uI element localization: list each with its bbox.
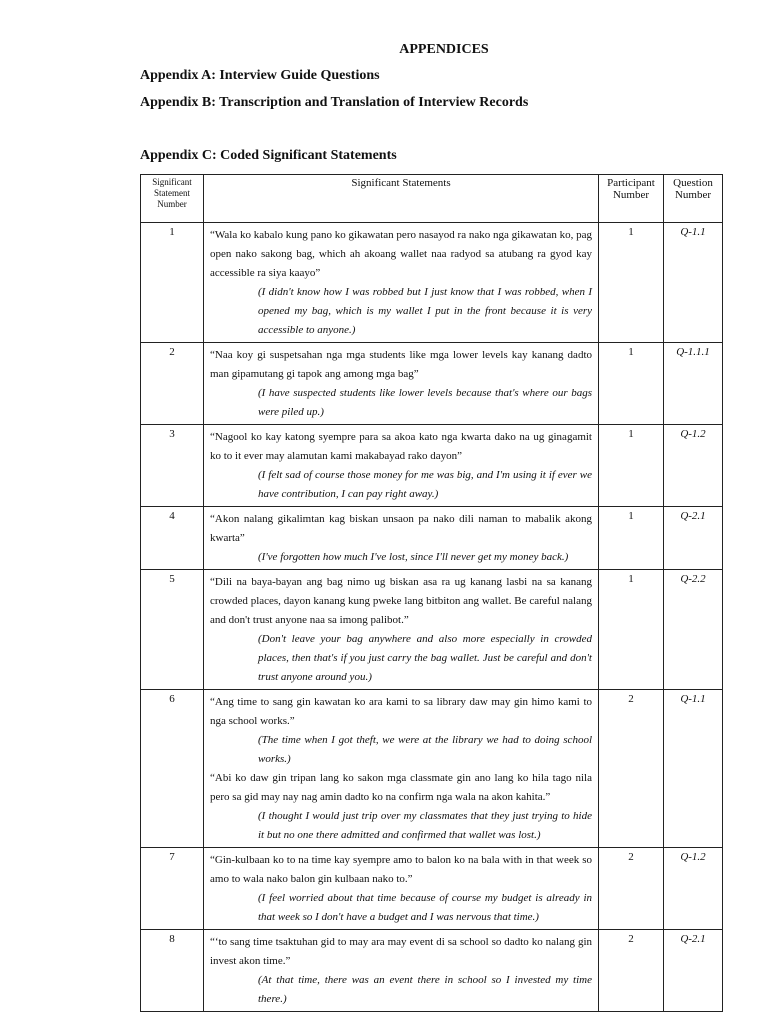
table-header-row — [141, 175, 723, 223]
table-row — [141, 343, 723, 425]
header-text: Number — [612, 189, 650, 201]
header-text: Number — [674, 189, 712, 201]
statement-number: 5 — [141, 570, 204, 690]
header-text: Statement — [154, 188, 190, 198]
statement-number: 3 — [141, 425, 204, 507]
question-number: Q-1.2 — [664, 848, 723, 930]
participant-number: 2 — [599, 848, 664, 930]
question-number: Q-2.2 — [664, 570, 723, 690]
statement-number: 2 — [141, 343, 204, 425]
header-text: Participant — [607, 177, 655, 189]
coded-statements-table — [140, 174, 723, 1012]
table-row — [141, 570, 723, 690]
original-statement: “Dili na baya-bayan ang bag nimo ug biskan asa ra ug kanang lasbi na sa kanang crowded places, dayon kanang kung pweke lang bitbiton ang wallet. Be careful nalang and don't trust anyone naa sa imong palibot.” — [210, 576, 592, 626]
translated-statement: (The time when I got theft, we were at the library we had to doing school works.) — [258, 734, 592, 765]
translated-statement: (At that time, there was an event there in school so I invested my time there.) — [258, 974, 592, 1005]
original-statement: “Ang time to sang gin kawatan ko ara kami to sa library daw may gin himo kami to nga school works.” — [210, 696, 592, 727]
statement-cell — [204, 223, 599, 343]
statement-cell — [204, 848, 599, 930]
participant-number: 1 — [599, 507, 664, 570]
header-statement-number — [141, 175, 204, 223]
participant-number: 1 — [599, 343, 664, 425]
original-statement: “Akon nalang gikalimtan kag biskan unsaon pa nako dili naman to mabalik akong kwarta” — [210, 513, 592, 544]
statement-cell — [204, 507, 599, 570]
header-text: Number — [157, 199, 187, 209]
question-number: Q-1.1 — [664, 690, 723, 848]
table-row — [141, 507, 723, 570]
participant-number: 1 — [599, 570, 664, 690]
participant-number: 1 — [599, 425, 664, 507]
translated-statement-second: (I thought I would just trip over my classmates that they just trying to hide it but no one there admitted and confirmed that wallet was lost.) — [258, 810, 592, 841]
participant-number: 2 — [599, 690, 664, 848]
table-row — [141, 690, 723, 848]
statement-number: 8 — [141, 930, 204, 1012]
header-significant-statements — [204, 175, 599, 223]
header-text: Significant — [152, 177, 192, 187]
statement-number: 6 — [141, 690, 204, 848]
original-statement-second: “Abi ko daw gin tripan lang ko sakon mga classmate gin ano lang ko hila tago nila pero sa gid may nay nag amin dadto ko na confirm nga wala na akon kahita.” — [210, 772, 592, 803]
original-statement: “Naa koy gi suspetsahan nga mga students like mga lower levels kay kanang dadto man gipamutang gi tapok ang among mga bag” — [210, 349, 592, 380]
translated-statement: (Don't leave your bag anywhere and also more especially in crowded places, then that's if you just carry the bag wallet. Just be careful and don't trust anyone around you.) — [258, 633, 592, 683]
header-question-number — [664, 175, 723, 223]
original-statement: “Wala ko kabalo kung pano ko gikawatan pero nasayod ra nako nga gikawatan ko, pag open nako sakong bag, which ah akoang wallet naa radyod sa atubang ra gyod kay accessible ra siya kaayo” — [210, 229, 592, 279]
table-row — [141, 848, 723, 930]
translated-statement: (I didn't know how I was robbed but I just know that I was robbed, when I opened my bag, which is my wallet I put in the front because it is very accessible to anyone.) — [258, 286, 592, 336]
page-title: APPENDICES — [399, 42, 489, 57]
question-number: Q-1.2 — [664, 425, 723, 507]
question-number: Q-1.1 — [664, 223, 723, 343]
table-row — [141, 930, 723, 1012]
question-number: Q-2.1 — [664, 507, 723, 570]
statement-cell — [204, 570, 599, 690]
original-statement: “‘to sang time tsaktuhan gid to may ara may event di sa school so dadto ko nalang gin invest akon time.” — [210, 936, 592, 967]
translated-statement: (I have suspected students like lower levels because that's where our bags were piled up.) — [258, 387, 592, 418]
statement-cell — [204, 425, 599, 507]
appendix-b-heading: Appendix B: Transcription and Translation of Interview Records — [140, 95, 529, 110]
participant-number: 1 — [599, 223, 664, 343]
translated-statement: (I've forgotten how much I've lost, since I'll never get my money back.) — [258, 551, 569, 563]
translated-statement: (I feel worried about that time because of course my budget is already in that week so I don't have a budget and I was nervous that time.) — [258, 892, 592, 923]
participant-number: 2 — [599, 930, 664, 1012]
statement-number: 7 — [141, 848, 204, 930]
original-statement: “Nagool ko kay katong syempre para sa akoa kato nga kwarta dako na ug ginagamit ko to it ever may alamutan kami makabayad rako dayon” — [210, 431, 592, 462]
appendix-a-heading: Appendix A: Interview Guide Questions — [140, 68, 380, 83]
statement-number: 1 — [141, 223, 204, 343]
question-number: Q-1.1.1 — [664, 343, 723, 425]
table-row — [141, 425, 723, 507]
question-number: Q-2.1 — [664, 930, 723, 1012]
translated-statement: (I felt sad of course those money for me was big, and I'm using it if ever we have contribution, I can pay right away.) — [258, 469, 592, 500]
table-row — [141, 223, 723, 343]
header-participant-number — [599, 175, 664, 223]
header-text: Question — [673, 177, 713, 189]
original-statement: “Gin-kulbaan ko to na time kay syempre amo to balon ko na bala with in that week so amo to wala nako balon gin kulbaan nako to.” — [210, 854, 592, 885]
header-text: Significant Statements — [351, 177, 451, 189]
statement-number: 4 — [141, 507, 204, 570]
statement-cell — [204, 343, 599, 425]
statement-cell — [204, 690, 599, 848]
statement-cell — [204, 930, 599, 1012]
appendix-c-heading: Appendix C: Coded Significant Statements — [140, 148, 397, 163]
